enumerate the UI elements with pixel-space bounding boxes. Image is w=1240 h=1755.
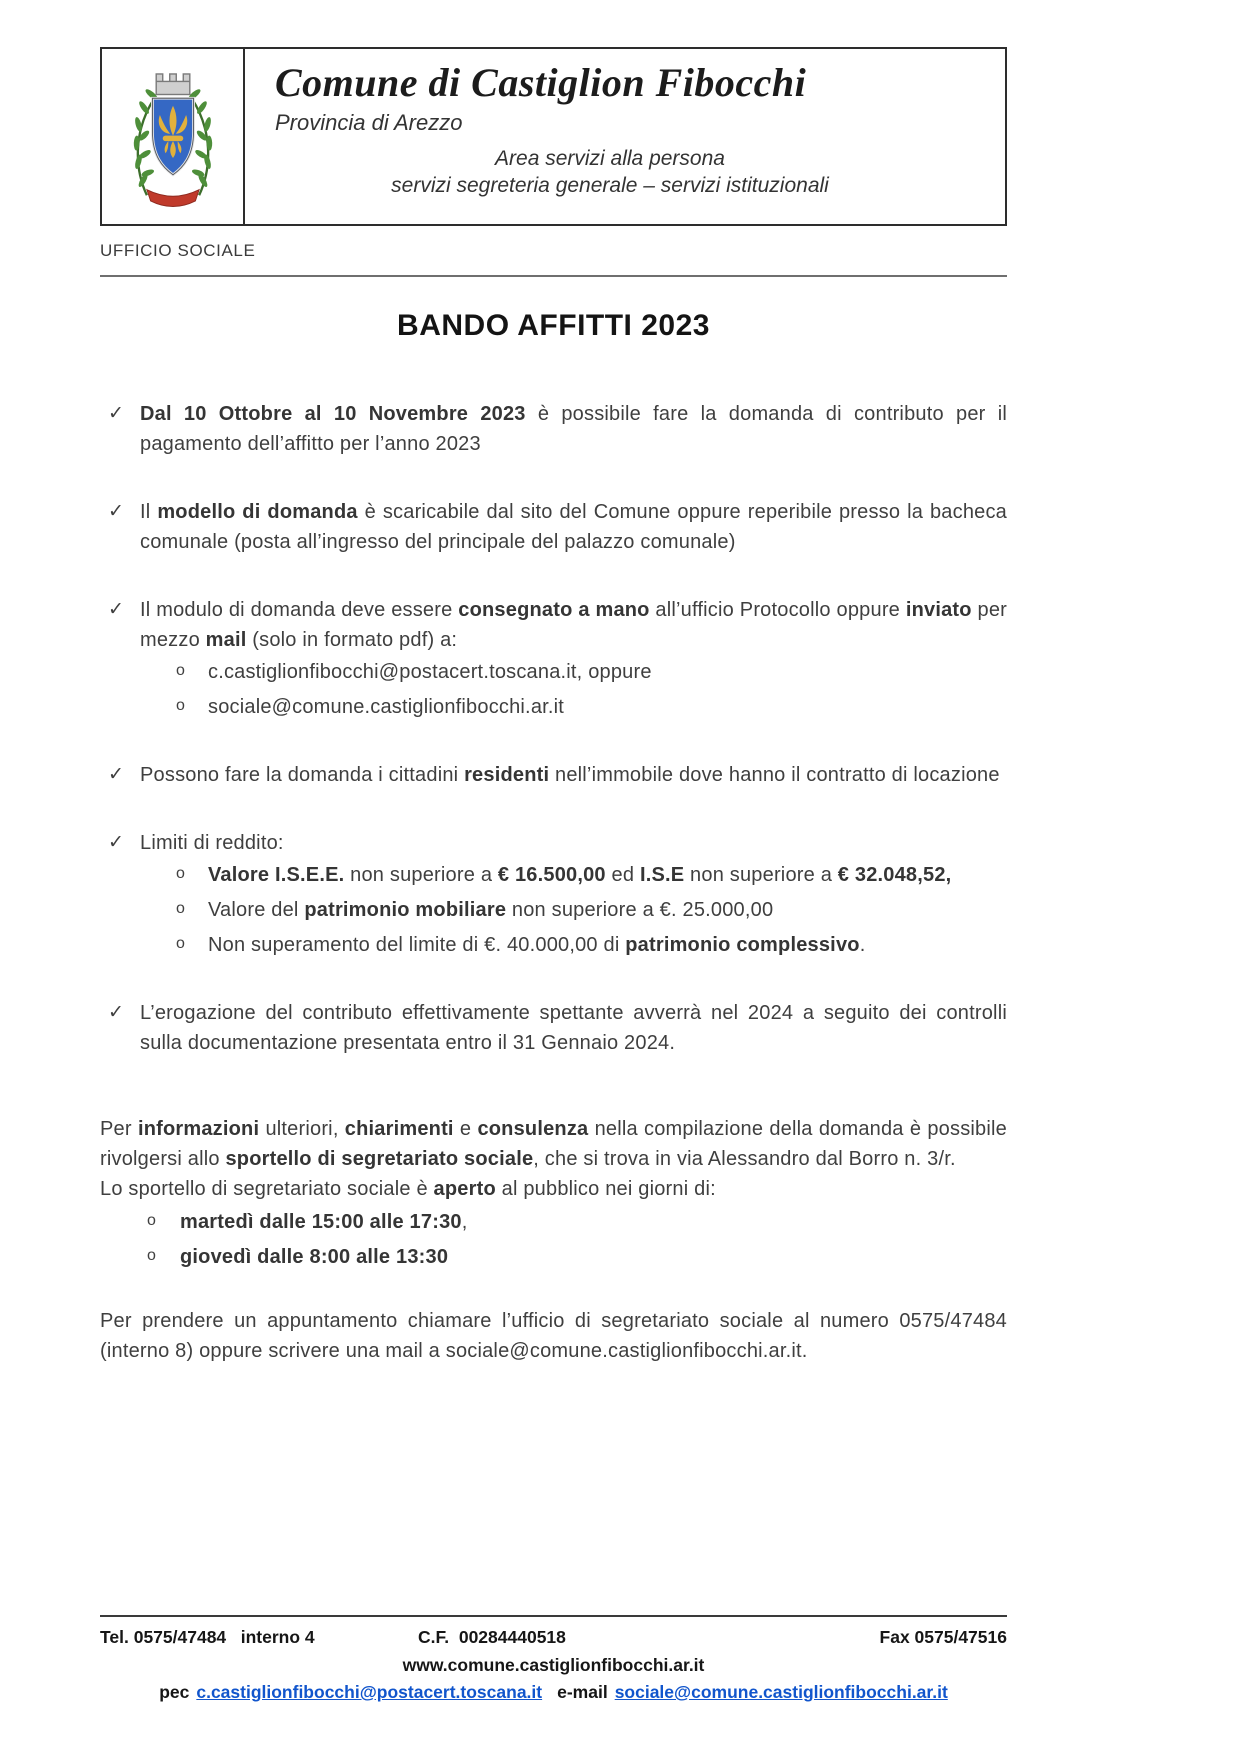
info-block: [100, 1114, 1007, 1366]
sub-bullet-text: sociale@comune.castiglionfibocchi.ar.it: [208, 696, 565, 718]
checkmark-icon: ✓: [108, 403, 125, 424]
bullet-item: [100, 595, 1007, 722]
checkmark-icon: ✓: [108, 599, 125, 620]
opening-hours-item: [147, 1242, 1007, 1272]
sub-bullet-icon: o: [176, 900, 186, 917]
bullet-text: L’erogazione del contributo effettivamente spettante avverrà nel 2024 a seguito dei controlli sulla documentazione presentata entro il 31 Gennaio 2024.: [140, 1002, 1007, 1054]
footer-pec-link[interactable]: c.castiglionfibocchi@postacert.toscana.it: [196, 1682, 543, 1702]
appointment-paragraph: Per prendere un appuntamento chiamare l’ufficio di segretariato sociale al numero 0575/47484 (interno 8) oppure scrivere una mail a sociale@comune.castiglionfibocchi.ar.it.: [100, 1310, 1007, 1362]
bullet-text: Il modulo di domanda deve essere consegnato a mano all’ufficio Protocollo oppure inviato per mezzo mail (solo in formato pdf) a:: [140, 599, 1008, 651]
footer-email-label: e-mail: [557, 1682, 608, 1702]
header-divider: [100, 275, 1007, 277]
footer-divider: [100, 1615, 1007, 1617]
sub-bullet-icon: o: [176, 662, 186, 679]
bullet-item: [100, 497, 1007, 557]
opening-hours-list: [147, 1207, 1007, 1272]
area-line-1: Area servizi alla persona: [495, 147, 725, 170]
checkmark-icon: ✓: [108, 764, 125, 785]
sub-bullet-list: [176, 657, 1007, 722]
bullet-text: Il modello di domanda è scaricabile dal sito del Comune oppure reperibile presso la bacheca comunale (posta all’ingresso del principale del palazzo comunale): [140, 501, 1007, 553]
sub-bullet-icon: o: [176, 697, 186, 714]
bullet-item: [100, 760, 1007, 790]
info-paragraph: Per informazioni ulteriori, chiarimenti e consulenza nella compilazione della domanda è possibile rivolgersi allo sportello di segretariato sociale, che si trova in via Alessandro dal Borro n. 3/r.: [100, 1118, 1007, 1170]
bullet-text: Possono fare la domanda i cittadini residenti nell’immobile dove hanno il contratto di locazione: [140, 764, 1000, 786]
footer-fax: Fax 0575/47516: [879, 1627, 1007, 1647]
checkmark-icon: ✓: [108, 1002, 125, 1023]
sub-bullet-text: c.castiglionfibocchi@postacert.toscana.it, oppure: [208, 661, 652, 683]
opening-hours-text: martedì dalle 15:00 alle 17:30,: [180, 1211, 468, 1233]
footer-contacts-row: [100, 1627, 1007, 1648]
bullet-item: [100, 828, 1007, 960]
sub-bullet-icon: o: [176, 865, 186, 882]
sub-bullet-icon: o: [176, 935, 186, 952]
sub-bullet-list: [176, 860, 1007, 960]
footer-fiscal-code: C.F. 00284440518: [418, 1627, 566, 1647]
sub-bullet-text: Valore I.S.E.E. non superiore a € 16.500,00 ed I.S.E non superiore a € 32.048,52,: [208, 864, 952, 886]
municipality-name: Comune di Castiglion Fibocchi: [275, 60, 807, 105]
sub-bullet-text: Valore del patrimonio mobiliare non superiore a €. 25.000,00: [208, 899, 774, 921]
letterhead: [100, 47, 1007, 226]
checkmark-icon: ✓: [108, 832, 125, 853]
opening-hours-text: giovedì dalle 8:00 alle 13:30: [180, 1246, 449, 1268]
footer-email-link[interactable]: sociale@comune.castiglionfibocchi.ar.it: [614, 1682, 948, 1702]
bullet-text: Limiti di reddito:: [140, 832, 284, 854]
area-line-2: servizi segreteria generale – servizi istituzionali: [391, 174, 829, 197]
bullet-text: Dal 10 Ottobre al 10 Novembre 2023 è possibile fare la domanda di contributo per il pagamento dell’affitto per l’anno 2023: [140, 403, 1007, 455]
municipal-crest-icon: [117, 57, 229, 216]
document-title: BANDO AFFITTI 2023: [397, 309, 710, 342]
footer-telephone: Tel. 0575/47484 interno 4: [100, 1627, 315, 1647]
crest-cell: [102, 49, 245, 224]
footer-website: www.comune.castiglionfibocchi.ar.it: [402, 1655, 705, 1675]
sub-bullet-text: Non superamento del limite di €. 40.000,00 di patrimonio complessivo.: [208, 934, 866, 956]
sub-bullet-item: [176, 895, 1007, 925]
bullet-item: [100, 399, 1007, 459]
checkmark-icon: ✓: [108, 501, 125, 522]
sub-bullet-item: [176, 692, 1007, 722]
sub-bullet-icon: o: [147, 1247, 157, 1264]
opening-line: Lo sportello di segretariato sociale è aperto al pubblico nei giorni di:: [100, 1178, 716, 1200]
bullet-list: [100, 399, 1007, 1058]
sub-bullet-item: [176, 930, 1007, 960]
letterhead-text: [245, 49, 1005, 224]
opening-hours-item: [147, 1207, 1007, 1237]
sub-bullet-item: [176, 860, 1007, 890]
bullet-item: [100, 998, 1007, 1058]
sub-bullet-icon: o: [147, 1212, 157, 1229]
footer-pec-label: pec: [159, 1682, 190, 1702]
office-label: UFFICIO SOCIALE: [100, 241, 256, 260]
footer-email-row: [100, 1682, 1007, 1703]
page-footer: [100, 1615, 1007, 1703]
province-label: Provincia di Arezzo: [275, 110, 463, 135]
sub-bullet-item: [176, 657, 1007, 687]
